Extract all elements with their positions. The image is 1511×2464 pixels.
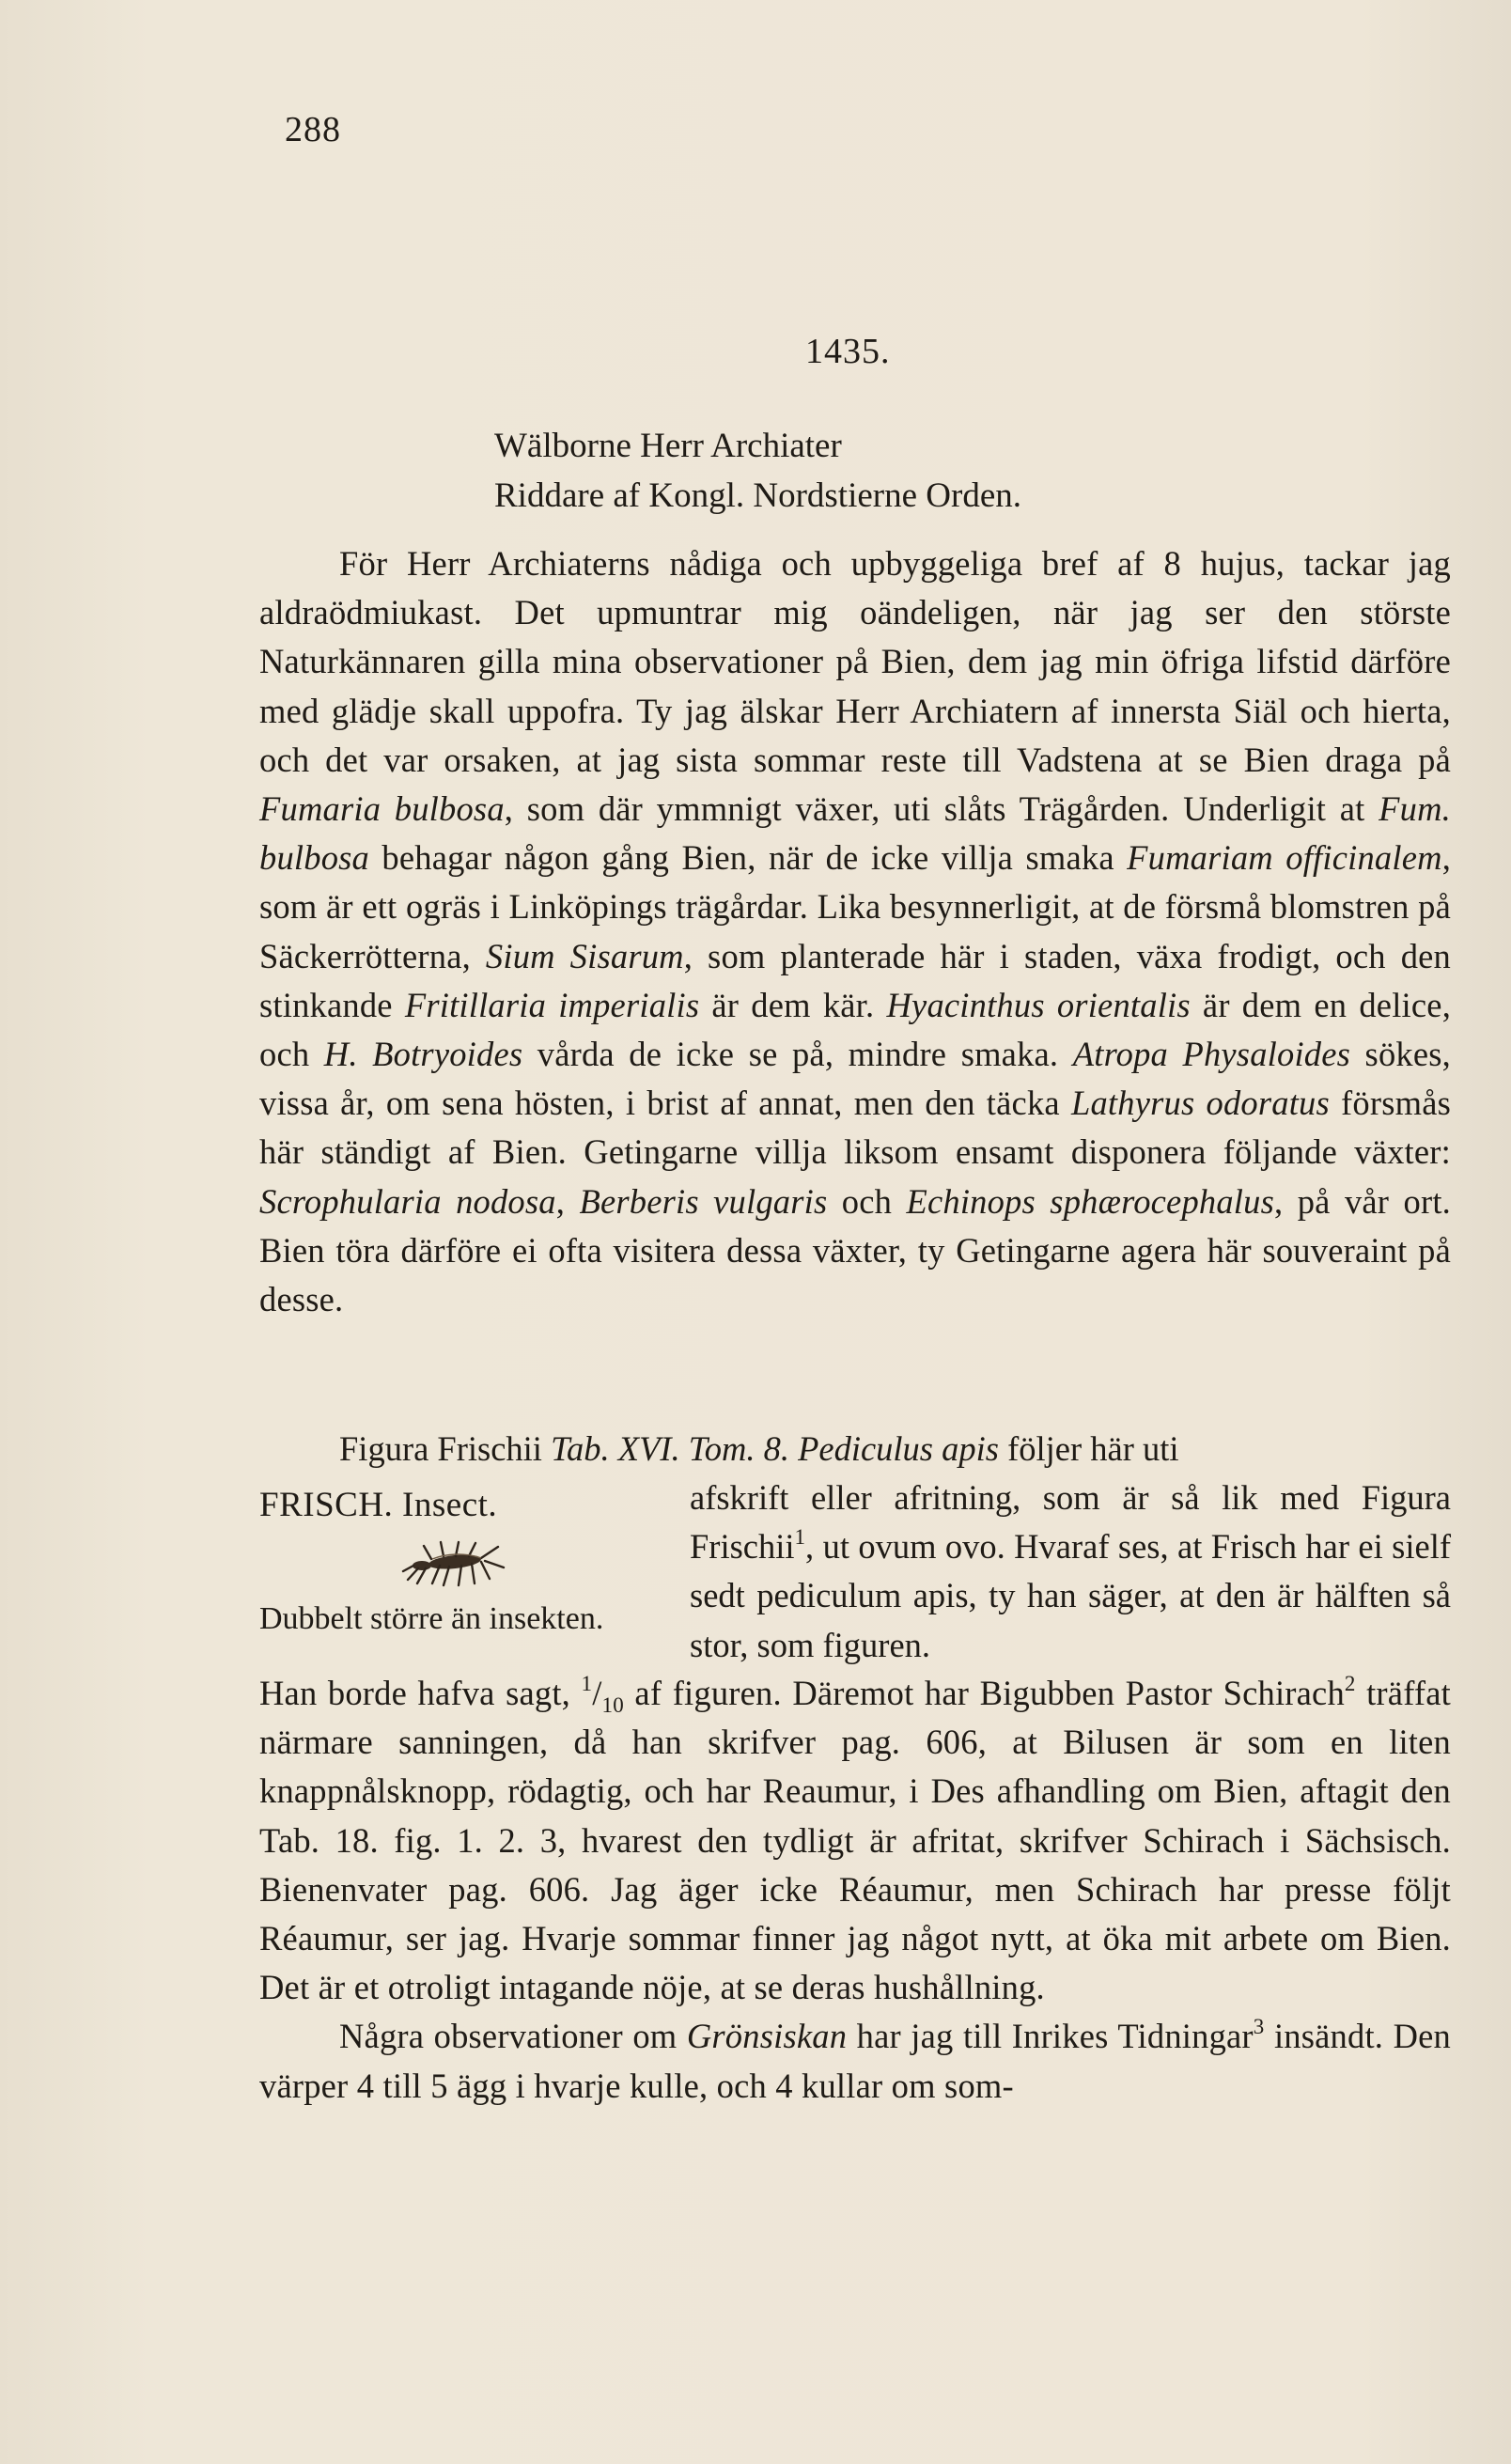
letter-body-main bbox=[259, 539, 1451, 1324]
figure-wrapped-text bbox=[690, 1474, 1451, 1670]
figure-reference-line bbox=[259, 1425, 1451, 1474]
figure-caption: Dubbelt större än insekten. bbox=[259, 1601, 604, 1636]
salutation-line-1: Wälborne Herr Archiater bbox=[494, 427, 842, 465]
salutation-line-2: Riddare af Kongl. Nordstierne Orden. bbox=[494, 476, 1021, 515]
page-number: 288 bbox=[285, 110, 341, 149]
body-paragraph-continuation: Han borde hafva sagt, $^1/_{10}$ af figuren. Däremot har Bigubben Pastor Schirach$^2$ träffat närmare sanningen, då han skrifver pag. 606, at Bilusen är som en liten knappnålsknopp, rödagtig, och har Reaumur, i Des afhandling om Bien, aftagit den Tab. 18. fig. 1. 2. 3, hvarest den tydligt är afritat, skrifver Schirach i Sächsisch. Bienenvater pag. 606. Jag äger icke Réaumur, men Schirach har presse följt Réaumur, ser jag. Hvarje sommar finner jag något nytt, at öka mit arbete om Bien. Det är et otroligt intagande nöje, at se deras hushållning. bbox=[259, 1672, 1451, 2007]
figure-wrapped-paragraph: afskrift eller afritning, som är så lik med Figura Frischii$^1$, ut ovum ovo. Hvaraf ses, at Frisch har ei sielf sedt pediculum apis, ty han säger, at den är hälften så stor, som figuren. bbox=[690, 1478, 1451, 1664]
body-paragraph-final: Några observationer om Grönsiskan har jag till Inrikes Tidningar$^3$ insändt. Den värper 4 till 5 ägg i hvarje kulle, och 4 kullar om som- bbox=[259, 2015, 1451, 2105]
letter-number: 1435. bbox=[805, 332, 891, 371]
figure-reference-start: Figura Frischii Tab. XVI. Tom. 8. Pediculus apis följer här uti bbox=[339, 1429, 1179, 1468]
louse-insect-icon bbox=[400, 1539, 513, 1590]
figure-title: FRISCH. Insect. bbox=[259, 1486, 498, 1524]
letter-salutation bbox=[494, 421, 1021, 521]
letter-body-continuation bbox=[259, 1669, 1451, 2111]
frisch-figure bbox=[259, 1485, 673, 1682]
body-paragraph-1: För Herr Archiaterns nådiga och upbyggeliga bref af 8 hujus, tackar jag aldraödmiukast. Det upmuntrar mig oändeligen, när jag ser den störste Naturkännaren gilla mina observationer på Bien, dem jag min öfriga lifstid därföre med glädje skall uppofra. Ty jag älskar Herr Archiatern af innersta Siäl och hierta, och det var orsaken, at jag sista sommar reste till Vadstena at se Bien draga på Fumaria bulbosa, som där ymmnigt växer, uti slåts Trägården. Underligit at Fum. bulbosa behagar någon gång Bien, när de icke villja smaka Fumariam officinalem, som är ett ogräs i Linköpings trägårdar. Lika besynnerligit, at de försmå blomstren på Säckerrötterna, Sium Sisarum, som planterade här i staden, växa frodigt, och den stinkande Fritillaria imperialis är dem kär. Hyacinthus orientalis är dem en delice, och H. Botryoides vårda de icke se på, mindre smaka. Atropa Physaloides sökes, vissa år, om sena hösten, i brist af annat, men den täcka Lathyrus odoratus försmås här ständigt af Bien. Getingarne villja liksom ensamt disponera följande växter: Scrophularia nodosa, Berberis vulgaris och Echinops sphærocephalus, på vår ort. Bien töra därföre ei ofta visitera dessa växter, ty Getingarne agera här souveraint på desse. bbox=[259, 544, 1452, 1319]
